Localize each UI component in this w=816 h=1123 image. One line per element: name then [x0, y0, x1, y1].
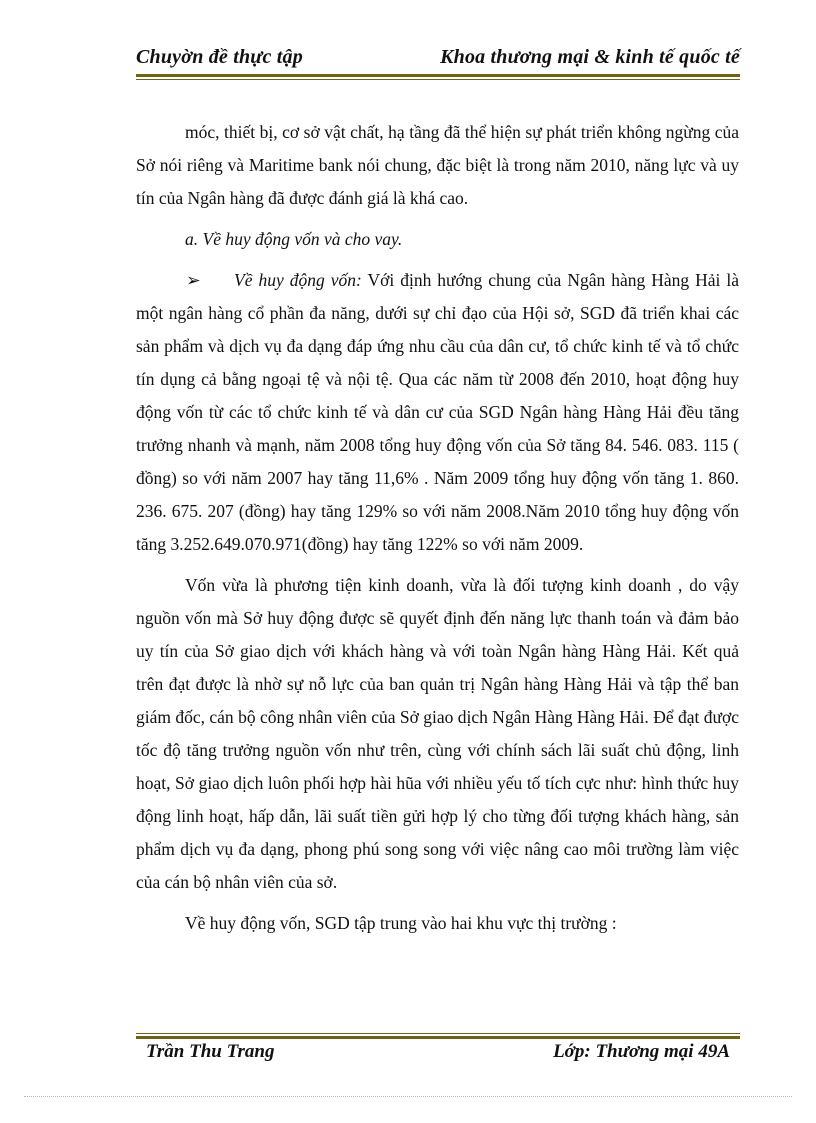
paragraph-2-text: Với định hướng chung của Ngân hàng Hàng Hải là một ngân hàng cổ phần đa năng, dưới sự chỉ đạo của Hội sở, SGD đã triển khai các sản phẩm và dịch vụ đa dạng đáp ứng nhu cầu của dân cư, tổ chức kinh tế và tổ chức tín dụng cả bằng ngoại tệ và nội tệ. Qua các năm từ 2008 đến 2010, hoạt động huy động vốn từ các tổ chức kinh tế và dân cư của SGD Ngân hàng Hàng Hải đều tăng trưởng nhanh và mạnh, năm 2008 tổng huy động vốn của Sở tăng 84. 546. 083. 115 ( đồng) so với năm 2007 hay tăng 11,6% . Năm 2009 tổng huy động vốn tăng 1. 860. 236. 675. 207 (đồng) hay tăng 129% so với năm 2008.Năm 2010 tổng huy động vốn tăng 3.252.649.070.971(đồng) hay tăng 122% so với năm 2009. — [136, 270, 739, 554]
page-edge-divider — [24, 1096, 792, 1097]
paragraph-4: Về huy động vốn, SGD tập trung vào hai khu vực thị trường : — [185, 913, 617, 933]
paragraph-1: móc, thiết bị, cơ sở vật chất, hạ tầng đã thể hiện sự phát triển không ngừng của Sở nói riêng và Maritime bank nói chung, đặc biệt là trong năm 2010, năng lực và uy tín của Ngân hàng đã được đánh giá là khá cao. — [136, 122, 739, 208]
document-body — [136, 116, 739, 948]
header-rule-thick — [136, 74, 740, 77]
paragraph-2 — [136, 264, 739, 561]
paragraph-2-lead: Về huy động vốn: — [234, 270, 362, 290]
footer-author: Trần Thu Trang — [146, 1041, 275, 1062]
subheading: a. Về huy động vốn và cho vay. — [185, 229, 403, 249]
footer-rule-thin — [136, 1033, 740, 1034]
page-header — [136, 46, 740, 74]
header-left-title: Chuyờn đề thực tập — [136, 46, 303, 68]
paragraph-3: Vốn vừa là phương tiện kinh doanh, vừa là đối tượng kinh doanh , do vậy nguồn vốn mà Sở huy động được sẽ quyết định đến năng lực thanh toán và đảm bảo uy tín của Sở giao dịch với khách hàng và với toàn Ngân hàng Hàng Hải. Kết quả trên đạt được là nhờ sự nỗ lực của ban quản trị Ngân hàng Hàng Hải và tập thể ban giám đốc, cán bộ công nhân viên của Sở giao dịch Ngân Hàng Hàng Hải. Để đạt được tốc độ tăng trưởng nguồn vốn như trên, cùng với chính sách lãi suất chủ động, linh hoạt, Sở giao dịch luôn phối hợp hài hũa với nhiều yếu tố tích cực như: hình thức huy động linh hoạt, hấp dẫn, lãi suất tiền gửi hợp lý cho từng đối tượng khách hàng, sản phẩm dịch vụ đa dạng, phong phú song song với việc nâng cao môi trường làm việc của cán bộ nhân viên của sở. — [136, 575, 739, 892]
header-rule-thin — [136, 79, 740, 80]
arrow-bullet-icon: ➢ — [186, 270, 201, 290]
page-footer — [146, 1041, 730, 1067]
header-right-title: Khoa thương mại & kinh tế quốc tế — [440, 46, 740, 68]
footer-rule-thick — [136, 1036, 740, 1039]
footer-class: Lớp: Thương mại 49A — [553, 1041, 730, 1062]
